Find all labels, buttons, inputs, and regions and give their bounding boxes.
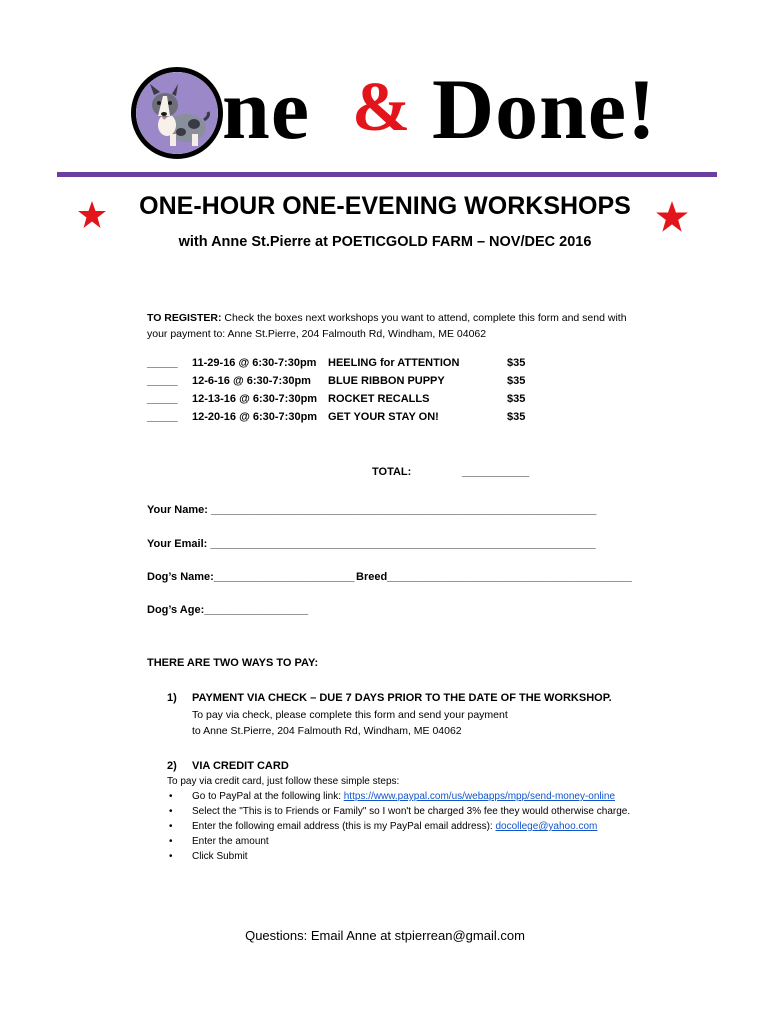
logo-dog-circle	[131, 67, 223, 159]
workshop-price: $35	[507, 357, 526, 369]
logo-text-done: Done!	[432, 61, 657, 157]
check-number: 1)	[167, 692, 177, 704]
workshop-price: $35	[507, 393, 526, 405]
dog-icon	[136, 72, 218, 154]
dog-name-field[interactable]: Dog’s Name:_______________________	[147, 571, 355, 583]
register-text: Check the boxes next workshops you want to attend, complete this form and send with your payment to: Anne St.Pierre, 204 Falmouth Rd, Windham, ME 04062	[147, 312, 627, 340]
registration-instructions	[147, 310, 647, 342]
your-name-field[interactable]: Your Name: _______________________________________________________________	[147, 504, 597, 516]
card-title: VIA CREDIT CARD	[192, 760, 289, 772]
list-item	[167, 849, 630, 864]
purple-divider	[57, 172, 717, 177]
breed-field[interactable]: Breed________________________________________	[356, 571, 632, 583]
step-text: Select the "This is to Friends or Family" so I won't be charged 3% fee they would otherwise charge.	[192, 806, 631, 817]
questions-contact: Questions: Email Anne at stpierrean@gmail.com	[245, 928, 525, 943]
register-label: TO REGISTER:	[147, 312, 222, 324]
check-line-1: To pay via check, please complete this form and send your payment	[192, 709, 508, 721]
total-label: TOTAL:	[372, 466, 412, 478]
step-text: Enter the amount	[192, 836, 269, 847]
list-item	[167, 789, 630, 804]
workshop-name: HEELING for ATTENTION	[328, 357, 460, 369]
paypal-link[interactable]: https://www.paypal.com/us/webapps/mpp/send-money-online	[343, 791, 615, 802]
dog-age-field[interactable]: Dog’s Age:_________________	[147, 604, 309, 616]
workshop-price: $35	[507, 411, 526, 423]
card-steps-list	[167, 789, 630, 864]
total-field[interactable]: ___________	[462, 466, 530, 478]
card-intro: To pay via credit card, just follow these simple steps:	[167, 776, 400, 787]
workshop-date: 11-29-16 @ 6:30-7:30pm	[192, 357, 317, 369]
check-line-2: to Anne St.Pierre, 204 Falmouth Rd, Windham, ME 04062	[192, 725, 462, 737]
list-item	[167, 819, 630, 834]
logo-ampersand: &	[352, 69, 411, 146]
paypal-email-link[interactable]: docollege@yahoo.com	[495, 821, 598, 832]
step-text: Click Submit	[192, 851, 248, 862]
step-text: Go to PayPal at the following link:	[192, 791, 344, 802]
workshop-price: $35	[507, 375, 526, 387]
list-item	[167, 834, 630, 849]
workshop-checkbox-blank[interactable]: _____	[147, 357, 178, 369]
card-number: 2)	[167, 760, 177, 772]
logo-text-ne: ne	[222, 61, 310, 157]
workshop-name: GET YOUR STAY ON!	[328, 411, 439, 423]
workshop-checkbox-blank[interactable]: _____	[147, 375, 178, 387]
step-text: Enter the following email address (this is my PayPal email address):	[192, 821, 496, 832]
workshop-date: 12-20-16 @ 6:30-7:30pm	[192, 411, 318, 423]
workshop-date: 12-6-16 @ 6:30-7:30pm	[192, 375, 311, 387]
workshop-date: 12-13-16 @ 6:30-7:30pm	[192, 393, 318, 405]
workshop-checkbox-blank[interactable]: _____	[147, 393, 178, 405]
check-title: PAYMENT VIA CHECK – DUE 7 DAYS PRIOR TO THE DATE OF THE WORKSHOP.	[192, 692, 612, 704]
workshop-checkbox-blank[interactable]: _____	[147, 411, 178, 423]
page-title: ONE-HOUR ONE-EVENING WORKSHOPS	[139, 192, 631, 220]
your-email-field[interactable]: Your Email: _______________________________________________________________	[147, 538, 596, 550]
workshop-name: BLUE RIBBON PUPPY	[328, 375, 445, 387]
page-subtitle: with Anne St.Pierre at POETICGOLD FARM – NOV/DEC 2016	[178, 234, 592, 250]
workshop-name: ROCKET RECALLS	[328, 393, 430, 405]
pay-heading: THERE ARE TWO WAYS TO PAY:	[147, 657, 319, 669]
list-item	[167, 804, 630, 819]
